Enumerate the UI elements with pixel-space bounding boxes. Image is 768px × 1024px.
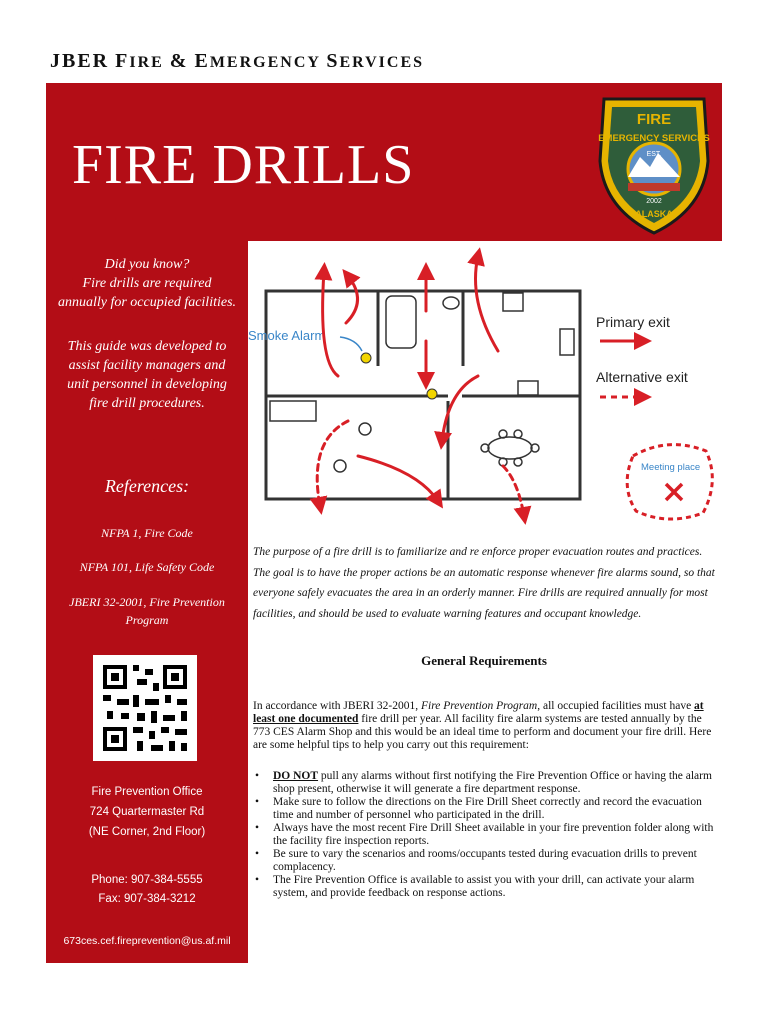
office-name: Fire Prevention Office [91,786,203,798]
alternative-exit-label: Alternative exit [596,369,688,385]
guide-line: This guide was developed to [67,339,227,354]
badge-year-text: 2002 [646,198,662,205]
general-requirements-heading: General Requirements [421,653,547,668]
badge-est-text: EST. [646,151,662,158]
evacuation-floor-plan [248,241,722,538]
did-you-know-line: annually for occupied facilities. [57,295,237,310]
smoke-alarm-icon [361,353,371,363]
list-item: • Make sure to follow the directions on the Fire Drill Sheet correctly and record the evacuation time and number of personnel who participated in the drill. [253,796,715,822]
reference-item: JBERI 32-2001, Fire Prevention [69,595,225,609]
qr-code-graphic [93,655,197,761]
primary-exit-label: Primary exit [596,314,670,330]
reference-item: NFPA 101, Life Safety Code [79,560,215,574]
drill-purpose-paragraph: The purpose of a fire drill is to familiarize and re enforce proper evacuation routes and practices. The goal is to have the proper actions be an automatic response whenever fire alarms sound, so that everyone safely evacuates the area in an orderly manner. Fire drills are required annually for most facilities, and should be used to evaluate warning features and occupant knowledge. [253,546,715,620]
reference-item: NFPA 1, Fire Code [101,526,193,540]
badge-bottom-text: ALASKA [635,209,673,219]
guide-line: unit personnel in developing [67,377,227,392]
fire-emergency-services-badge [594,91,714,237]
requirements-paragraph: In accordance with JBERI 32-2001, Fire Prevention Program, all occupied facilities must have at least one documented fire drill per year. All facility fire alarm systems are tested annually by the 773 CES Alarm Shop and this would be an ideal time to perform and document your fire drill. Here are some helpful tips to help you carry out this requirement: [253,700,712,751]
guide-line: fire drill procedures. [89,396,205,411]
guide-line: assist facility managers and [68,358,226,373]
meeting-place-x-icon [666,484,682,500]
list-item: • Be sure to vary the scenarios and rooms/occupants tested during evacuation drills to prevent complacency. [253,848,715,874]
page-title: FIRE DRILLS [72,134,415,196]
list-item: • DO NOT pull any alarms without first notifying the Fire Prevention Office or having the alarm shop present, otherwise it will generate a fire department response. [253,770,715,796]
office-address: 724 Quartermaster Rd [89,806,205,818]
list-item: • Always have the most recent Fire Drill Sheet available in your fire prevention folder along with the facility fire inspection reports. [253,822,715,848]
references-heading: References: [104,476,190,496]
meeting-place-label: Meeting place [641,462,701,473]
qr-code[interactable] [93,655,197,761]
did-you-know-heading: Did you know? [104,257,190,272]
tips-list [253,770,715,900]
evacuation-routes [317,256,524,516]
did-you-know-line: Fire drills are required [82,276,212,291]
org-header: JBER FIRE & EMERGENCY SERVICES [50,50,425,72]
smoke-alarm-pointer [340,337,362,351]
title-banner [46,83,722,241]
badge-arc-text: EMERGENCY SERVICES [598,133,710,144]
info-sidebar [46,241,248,963]
office-email[interactable]: 673ces.cef.fireprevention@us.af.mil [63,935,231,947]
office-fax: Fax: 907-384-3212 [98,893,196,905]
list-item: • The Fire Prevention Office is available to assist you with your drill, can activate your alarm system, and provide feedback on response actions. [253,874,715,900]
meeting-place-outline [627,445,712,519]
reference-item: Program [125,613,169,627]
office-phone: Phone: 907-384-5555 [91,874,203,886]
smoke-alarm-label: Smoke Alarm [248,328,326,343]
smoke-alarm-icon [427,389,437,399]
office-address: (NE Corner, 2nd Floor) [88,826,206,838]
floor-plan-fixtures [270,293,574,472]
badge-top-text: FIRE [636,111,672,128]
